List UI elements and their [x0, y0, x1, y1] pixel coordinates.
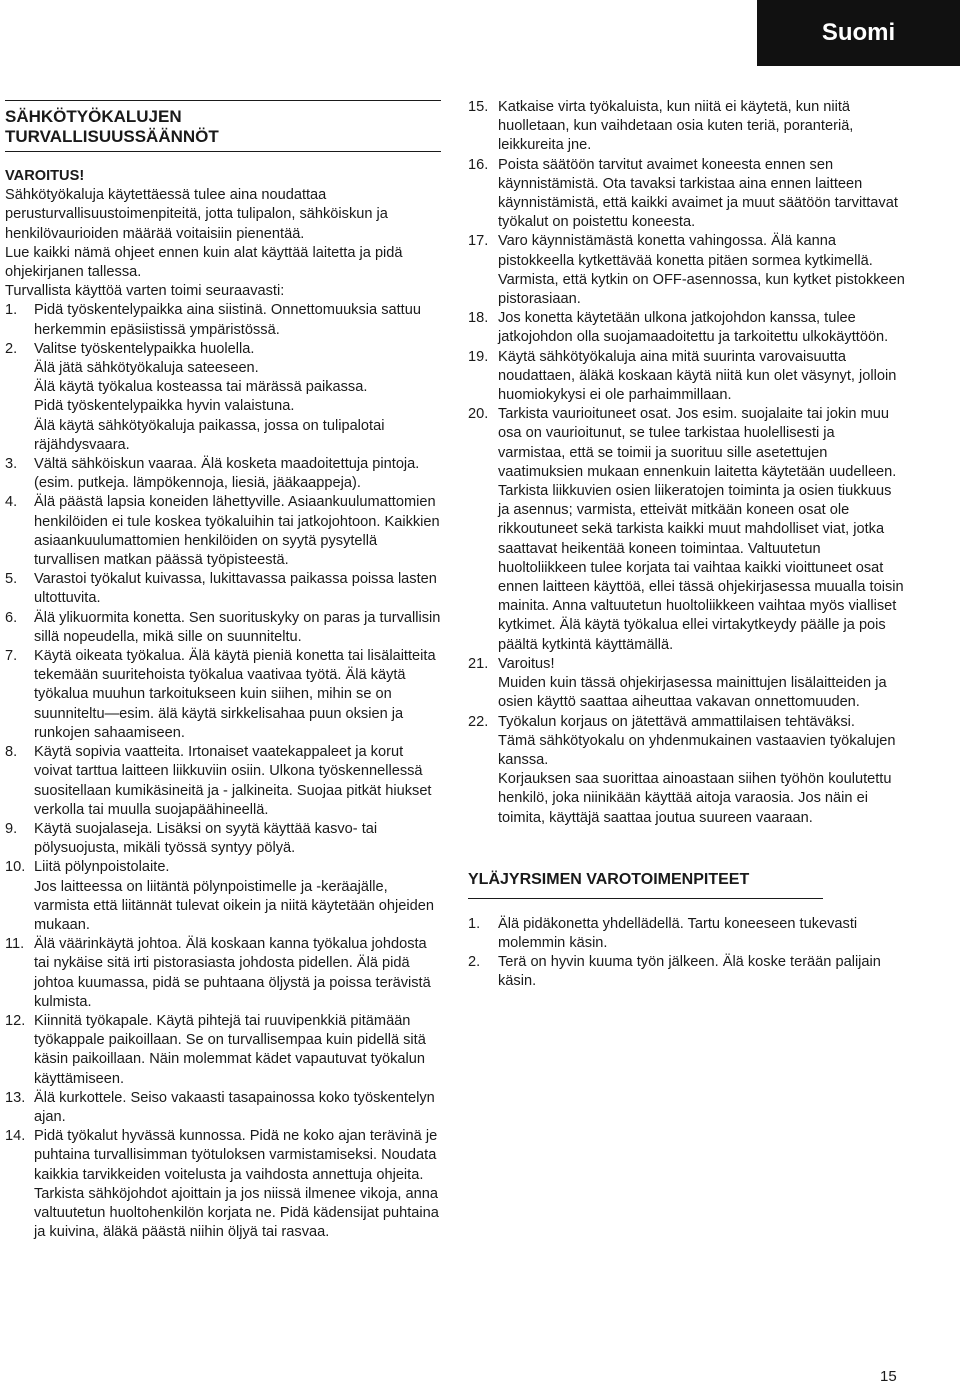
warning-label: VAROITUS! [5, 168, 85, 184]
item-text: Katkaise virta työkaluista, kun niitä ei käytetä, kun niitä huolletaan, kun vaihdetaan osia kuten teriä, poranteriä, leikkureita jne. [498, 99, 854, 154]
page-number: 15 [880, 1368, 897, 1385]
item-number: 9. [5, 820, 18, 837]
item-text: Terä on hyvin kuuma työn jälkeen. Älä koske terään palijain käsin. [498, 954, 881, 990]
item-text: Käytä sähkötyökaluja aina mitä suurinta varovaisuutta noudattaen, äläkä koskaan käytä niitä kun olet väsynyt, jolloin huomiokykysi ei ole parhaimmillaan. [498, 348, 897, 404]
router-precautions-title: YLÄJYRSIMEN VAROTOIMENPITEET [468, 870, 823, 899]
list-item [468, 713, 906, 732]
item-10-sub: Jos laitteessa on liitäntä pölynpoistimelle ja -keräajälle, varmista että liitännät tulevat oikein ja niitä käytetään ohjeiden mukaan. [34, 878, 434, 933]
left-column [5, 100, 441, 1242]
item-number: 20. [468, 406, 489, 423]
item-text: Varo käynnistämästä konetta vahingossa. Älä kanna pistokkeella kytkettävää konetta pitäen sormea kytkimellä. Varmista, että kytkin on OFF-asennossa, kun kytket pistokkeen pistorasiaan. [498, 233, 905, 308]
item-text: Älä päästä lapsia koneiden lähettyville. Asiaankuulumattomien henkilöiden ei tule koskea työkaluihin tai jatkojohtoon. Kaikkien asiaankuulumattomien henkilöiden on syytä pysytellä turvallisen matkan päässä työpisteestä. [34, 494, 440, 569]
item-number: 2. [468, 954, 481, 971]
item-text: Älä ylikuormita konetta. Sen suorituskyky on paras ja turvallisin sillä nopeudella, mikä sille on suunniteltu. [34, 609, 441, 645]
item-text: Jos konetta käytetään ulkona jatkojohdon kanssa, tulee jatkojohdon olla suojamaadoitettu ja tarkoitettu ulkokäyttöön. [498, 310, 889, 346]
intro-paragraph-1: Sähkötyökaluja käytettäessä tulee aina noudattaa perusturvallisuustoimenpiteitä, jotta tulipalon, sähköiskun ja henkilövaurioiden määrää voitaisiin pienentää. [5, 187, 388, 242]
item-text: Tarkista vaurioituneet osat. Jos esim. suojalaite tai jokin muu osa on vaurioitunut, se tulee tarkistaa huolellisesti ja varmistaa, että se toimii ja suorituu sille asetettujen vaatimuksien mukaan ennenkuin laitetta käytetään uudelleen. Tarkista liikkuvien osien liikeratojen toiminta ja osien tiukkuus ja asennus; varmista, etteivät mitkään koneen osat ole rikkoutuneet sekä tarkista kaikki muut mahdolliset viat, jotka saattavat heikentää koneen toimintaa. Valtuutetun huoltoliikkeen tulee korjata tai vaihtaa kaikki vioittuneet osat ennen laitteen käyttöä, ellei tässä ohjekirjasessa muualla toisin mainita. Anna valtuutetun huoltoliikkeen vaihtaa myös vialliset kytkimet. Älä käytä työkalua ellei virtakytkeydy päälle ja pois päältä kytkintä käyttämällä. [498, 406, 904, 653]
list-item [5, 570, 441, 608]
item-text: Älä kurkottele. Seiso vakaasti tasapainossa koko työskentelyn ajan. [34, 1089, 435, 1125]
item-21-sub: Muiden kuin tässä ohjekirjasessa mainittujen lisälaitteiden ja osien käyttö saattaa aiheuttaa vakavan onnettomuuden. [498, 675, 887, 711]
intro-paragraph-3: Turvallista käyttöä varten toimi seuraavasti: [5, 283, 285, 300]
item-2-sub: Älä käytä työkalua kosteassa tai märässä paikassa. [34, 379, 368, 396]
router-precautions-list [468, 915, 906, 992]
item-number: 5. [5, 571, 18, 588]
list-item [5, 455, 441, 493]
right-column [468, 98, 906, 992]
intro-paragraph-2: Lue kaikki nämä ohjeet ennen kuin alat käyttää laitetta ja pidä ohjekirjanen tallessa. [5, 244, 403, 281]
list-item [5, 647, 441, 743]
warning-rule [5, 151, 441, 152]
item-text: Pidä työkalut hyvässä kunnossa. Pidä ne koko ajan terävinä je puhtaina turvallisimman työtuloksen varmistamiseksi. Noudata kaikkia tarvikkeiden voitelusta ja vaihdosta annettuja ohjeita. Tarkista sähköjohdot ajoittain ja jos niissä ilmenee vikoja, anna valtuutetun huoltohenkilön korjata ne. Pidä kädensijat puhtaina ja kuivina, äläkä päästä niihin öljyä tai rasvaa. [34, 1128, 439, 1241]
item-22-sub: Korjauksen saa suorittaa ainoastaan siihen työhön koulutettu henkilö, joka niinikään käyttää aitoja varaosia. Jos näin ei toimita, käyttäjä saattaa joutua suureen vaaraan. [498, 771, 892, 826]
item-number: 3. [5, 456, 18, 473]
item-text: Poista säätöön tarvitut avaimet koneesta ennen sen käynnistämistä. Ota tavaksi tarkistaa aina ennen laitteen käynnistämistä, että kaikki avaimet ja muut säätöön tarvittavat työkalut on poistettu koneesta. [498, 156, 898, 231]
list-item [5, 935, 441, 1012]
item-number: 19. [468, 348, 489, 365]
item-2-sub: Pidä työskentelypaikka hyvin valaistuna. [34, 398, 295, 415]
list-item [5, 609, 441, 647]
list-item [5, 340, 441, 359]
item-text: Käytä suojalaseja. Lisäksi on syytä käyttää kasvo- tai pölysuojusta, mikäli työssä syntyy pölyä. [34, 820, 378, 857]
item-number: 7. [5, 648, 18, 665]
item-number: 8. [5, 744, 18, 761]
item-number: 13. [5, 1089, 26, 1106]
list-item [5, 820, 441, 858]
list-item [5, 858, 441, 877]
item-number: 2. [5, 340, 18, 357]
list-item [5, 1127, 441, 1242]
list-item [5, 1012, 441, 1089]
item-number: 6. [5, 609, 18, 626]
item-number: 10. [5, 859, 26, 876]
list-item [468, 98, 906, 156]
item-number: 22. [468, 713, 489, 730]
list-item [468, 348, 906, 406]
item-text: Älä väärinkäytä johtoa. Älä koskaan kanna työkalua johdosta tai nykäise sitä irti pistorasiasta johdosta pidellen. Älä pidä johtoa kuumassa, pidä se puhtaana öljystä ja poissa terävistä kulmista. [34, 936, 431, 1010]
list-item [5, 743, 441, 820]
title-line-1: SÄHKÖTYÖKALUJEN [5, 107, 182, 126]
item-text: Älä pidäkonetta yhdellädellä. Tartu koneeseen tukevasti molemmin käsin. [498, 915, 858, 951]
item-text: Käytä oikeata työkalua. Älä käytä pieniä konetta tai lisälaitteita tekemään suuritehoista työkalua vaativaa työtä. Älä käytä työkalua muuhun tarkoitukseen kuin siihen, mihin se on suunniteltu—esim. älä käytä sirkkelisahaa puun oksien ja runkojen sahaamiseen. [34, 648, 436, 741]
item-number: 21. [468, 655, 489, 672]
list-item [468, 232, 906, 309]
item-text: Varastoi työkalut kuivassa, lukittavassa paikassa poissa lasten ultottuvita. [34, 571, 437, 607]
item-text: Vältä sähköiskun vaaraa. Älä kosketa maadoitettuja pintoja. (esim. putkeja. lämpökennoja, liesiä, jääkaappeja). [34, 456, 420, 492]
item-text: Kiinnitä työkapale. Käytä pihtejä tai ruuvipenkkiä pitämään työkappale paikoillaan. Se on turvallisempaa kuin pidellä sitä käsin paikoillaan. Näin molemmat kädet vapautuvat työkalun käyttämiseen. [34, 1012, 426, 1087]
title-rule [5, 100, 441, 101]
item-2-sub: Älä käytä sähkötyökaluja paikassa, jossa on tulipalotai räjähdysvaara. [34, 417, 385, 453]
item-number: 15. [468, 99, 489, 115]
list-item [5, 1089, 441, 1127]
item-number: 14. [5, 1128, 26, 1145]
item-number: 12. [5, 1012, 26, 1029]
item-number: 18. [468, 310, 489, 327]
item-text: Liitä pölynpoistolaite. [34, 859, 170, 876]
item-number: 11. [5, 936, 25, 953]
item-number: 17. [468, 233, 489, 250]
list-item [468, 655, 906, 674]
list-item [468, 309, 906, 347]
list-item [468, 915, 906, 953]
item-number: 1. [468, 915, 481, 932]
list-item [5, 301, 441, 339]
safety-rules-title [5, 107, 441, 147]
item-number: 1. [5, 302, 18, 319]
item-22-sub: Tämä sähkötyokalu on yhdenmukainen vastaavien työkalujen kanssa. [498, 732, 896, 768]
list-item [468, 405, 906, 655]
list-item [468, 156, 906, 233]
list-item [468, 953, 906, 991]
item-number: 4. [5, 494, 18, 511]
item-number: 16. [468, 156, 489, 173]
item-2-sub: Älä jätä sähkötyökaluja sateeseen. [34, 360, 259, 377]
list-item [5, 493, 441, 570]
item-text: Työkalun korjaus on jätettävä ammattilaisen tehtäväksi. [498, 713, 855, 730]
item-text: Pidä työskentelypaikka aina siistinä. Onnettomuuksia sattuu herkemmin epäsiistissä ympäristössä. [34, 302, 421, 338]
item-text: Varoitus! [498, 655, 555, 672]
language-tab: Suomi [757, 0, 960, 66]
title-line-2: TURVALLISUUSSÄÄNNÖT [5, 127, 219, 146]
item-text: Valitse työskentelypaikka huolella. [34, 340, 255, 357]
item-text: Käytä sopivia vaatteita. Irtonaiset vaatekappaleet ja korut voivat tarttua laitteen liikkuviin osiin. Ulkona työskennellessä suositellaan kumikäsineitä ja - jalkineita. Suojaa pitkät hiukset verkolla tai muulla suojapäähineellä. [34, 744, 432, 818]
